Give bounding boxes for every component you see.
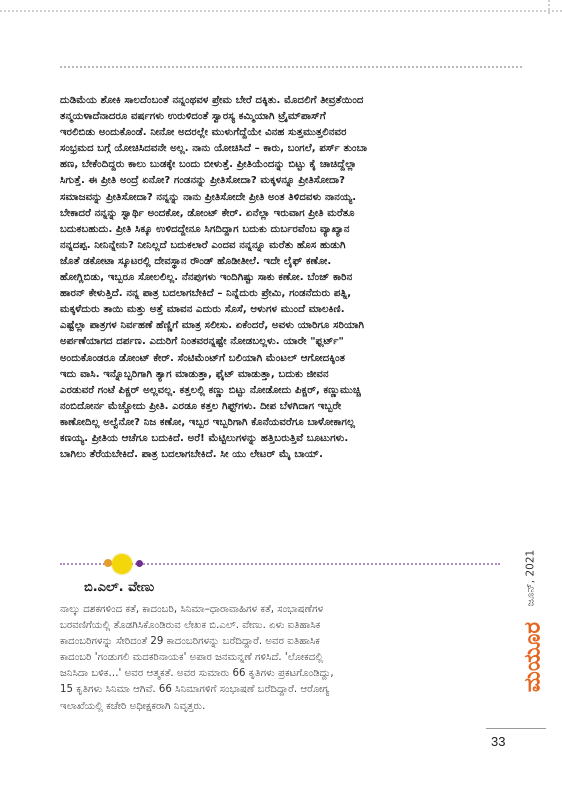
top-corner-dots: [548, 0, 552, 14]
body-line: ಎಷ್ಟೆಲ್ಲಾ ಪಾತ್ರಗಳ ನಿರ್ವಹಣೆ ಹೆಣ್ಣಿಗೆ ಮಾತ್ರ ಸಲೀಸು. ಏಕೆಂದರೆ, ಅವಳು ಯಾರಿಗೂ ಸರಿಯಾಗಿ: [60, 320, 365, 332]
body-line: ಬೇಕಾದರೆ ನನ್ನನ್ನು ಸ್ವಾರ್ಥಿ ಅಂದಕೋ, ಡೋಂಟ್ ಕೇರ್. ಏನೆಲ್ಲಾ ಇರುವಾಗ ಪ್ರೀತಿ ಮರೆತೂ: [60, 207, 355, 219]
orange-dot-ornament: [104, 559, 112, 567]
body-line: ಇರಲಿಬಿಡು ಅಂದುಕೊಂಡೆ. ನೀನೋ ಅದರಲ್ಲೇ ಮುಳುಗೆದ್ದೆಯೇ ವಿನಹ ಸುತ್ತಮುತ್ತಲಿನವರ: [60, 127, 347, 139]
bio-line: ಜನಿಸಿದಾ ಬಳಿಕ…' ಅವರ ಆತ್ಮಕತೆ. ಅವರ ಸುಮಾರು 66 ಕೃತಿಗಳು ಪ್ರಕಟಗೊಂಡಿದ್ದು,: [60, 668, 334, 680]
body-line: ಬದುಕಬಹುದು. ಪ್ರೀತಿ ಸಿಕ್ಕೂ ಉಳಿದದ್ದೇನೂ ಸಿಗದಿದ್ದಾಗ ಬದುಕು ದುರ್ಬರವೆಂಬ ವ್ಯಾಖ್ಯಾನ: [60, 223, 350, 235]
issue-date-text: ಜೂನ್, 2021: [524, 549, 537, 607]
top-dotted-rule: [0, 10, 562, 12]
body-line: ಎರಡುವರೆ ಗಂಟೆ ಪಿಕ್ಚರ್ ಅಲ್ಲವಲ್ಲ. ಕತ್ತಲಲ್ಲಿ ಕಣ್ಣು ಬಿಟ್ಟು ನೋಡೋದು ಪಿಕ್ಚರ್, ಕಣ್ಣುಮುಚ್ಚಿ: [60, 384, 361, 396]
magazine-name: ಮಯೂರ: [520, 621, 546, 693]
page-number-rule: [486, 728, 546, 729]
bio-line: ಇಲಾಖೆಯಲ್ಲಿ ಕಚೇರಿ ಅಧೀಕ್ಷಕರಾಗಿ ನಿವೃತ್ತರು.: [60, 700, 206, 712]
body-line: ಹಾರನ್ ಕೇಳುತ್ತಿದೆ. ನನ್ನ ಪಾತ್ರ ಬದಲಾಗಬೇಕಿದೆ – ನಿನ್ನೆದುರು ಪ್ರೇಮಿ, ಗಂಡನೆದುರು ಪತ್ನಿ,: [60, 288, 352, 300]
body-line: ಅರ್ಪಣೆಯಾಗದ ದರ್ಪಣ. ಎದುರಿಗೆ ನಿಂತವರನ್ನಷ್ಟೇ ನೋಡಬಲ್ಲಳು. ಯಾರೇ "ಫ್ಲರ್ಟ್": [60, 336, 344, 348]
bio-line: ನಾಲ್ಕು ದಶಕಗಳಿಂದ ಕತೆ, ಕಾದಂಬರಿ, ಸಿನಿಮಾ–ಧಾರಾವಾಹಿಗಳ ಕತೆ, ಸಂಭಾಷಣೆಗಳ: [60, 604, 324, 615]
bio-line: ಕಾದಂಬರಿ 'ಗಂಡುಗಲಿ ಮದಕರಿನಾಯಕ' ಅಪಾರ ಜನಮನ್ನಣೆ ಗಳಿಸಿದೆ. 'ಲೋಕದಲ್ಲಿ: [60, 652, 324, 664]
body-line: ಸಂಭ್ರಮದ ಬಗ್ಗೆ ಯೋಚಿಸಿದವನೇ ಅಲ್ಲ. ನಾನು ಯೋಚಿಸಿದೆ – ಕಾರು, ಬಂಗಲೆ, ಪರ್ಸ್ ತುಂಬಾ: [60, 143, 368, 155]
bio-line: ಕಾದಂಬರಿಗಳನ್ನು ಸೇರಿದಂತೆ 29 ಕಾದಂಬರಿಗಳನ್ನು ಬರೆದಿದ್ದಾರೆ. ಅವರ ಐತಿಹಾಸಿಕ: [60, 636, 320, 648]
bio-line: ಬರವಣಿಗೆಯಲ್ಲಿ ತೊಡಗಿಸಿಕೊಂಡಿರುವ ಲೇಖಕ ಬಿ.ಎಲ್. ವೇಣು. ಏಳು ಐತಿಹಾಸಿಕ: [60, 620, 321, 632]
bio-line: 15 ಕೃತಿಗಳು ಸಿನಿಮಾ ಆಗಿವೆ. 66 ಸಿನಿಮಾಗಳಿಗೆ ಸಂಭಾಷಣೆ ಬರೆದಿದ್ದಾರೆ. ಆರೋಗ್ಯ: [60, 684, 330, 696]
author-bio: [60, 602, 500, 715]
page-number: 33: [491, 734, 506, 749]
body-line: ಮಕ್ಕಳೆದುರು ತಾಯಿ ಮತ್ತು ಅತ್ತೆ ಮಾವನ ಎದುರು ಸೊಸೆ, ಆಳುಗಳ ಮುಂದೆ ಮಾಲಕಿಣಿ.: [60, 304, 345, 316]
body-line: ಹೋಗ್ಲಿಬಿಡು, ಇಬ್ಬರೂ ಸೋಲಲಿಲ್ಲ. ನೆನಪುಗಳು ಇಂದಿಗಿಷ್ಟು ಸಾಕು ಕಣೋ. ಬೆಂಜ್ ಕಾರಿನ: [60, 272, 353, 284]
body-line: ಸಿಗುತ್ತೆ. ಈ ಪ್ರೀತಿ ಅಂದ್ರೆ ಏನೋ? ಗಂಡನನ್ನು ಪ್ರೀತಿಸೋದಾ? ಮಕ್ಕಳನ್ನೂ ಪ್ರೀತಿಸೋದಾ?: [60, 175, 346, 187]
section-dotted-rule: [60, 66, 522, 68]
body-line: ನಂಬಿದೋರ್ನ ಮೆಚ್ಚೋದು ಪ್ರೀತಿ. ಎರಡೂ ಕತ್ತಲ ಗಿಫ್ಟ್‌ಗಳು. ದೀಪ ಬೆಳಗಿದಾಗ ಇಬ್ಬರೇ: [60, 400, 342, 412]
body-line: ತನ್ಮಯಳಾದೆನಾದರೂ ವರ್ಷಗಳು ಉರುಳಿದಂತೆ ಸ್ವಾರಸ್ಯ ಕಮ್ಮಿಯಾಗಿ ಟ್ರೈಮ್‌ಪಾಸ್‌ಗೆ: [60, 111, 326, 123]
issue-date: [520, 540, 542, 616]
author-name: ಬಿ.ಎಲ್. ವೇಣು: [84, 580, 155, 595]
body-line: ಅಂದುಕೊಂಡರೂ ಡೋಂಟ್ ಕೇರ್. ಸೆಂಟಿಮೆಂಟ್‌ಗೆ ಬಲಿಯಾಗಿ ಮೆಂಟಲ್ ಆಗೋದಕ್ಕಿಂತ: [60, 352, 346, 364]
body-line: ನನ್ನದಪ್ಪ. ನೀನಿನ್ನೇನು? ನೀನಿಲ್ಲದೆ ಬದುಕಲಾರೆ ಎಂದವ ನನ್ನನ್ನೂ ಮರೆತು ಹೊಸ ಹುಡುಗಿ: [60, 239, 346, 251]
body-line: ಬಾಗಿಲು ತೆರೆಯಬೇಕಿದೆ. ಪಾತ್ರ ಬದಲಾಗಬೇಕಿದೆ. ಸೀ ಯು ಲೇಟರ್ ಮೈ ಬಾಯ್.: [60, 449, 324, 461]
body-line: ಜೊತೆ ಡಕೋಟಾ ಸ್ಕೂಟರಲ್ಲಿ ದೇವಸ್ಥಾನ ರೌಂಡ್ ಹೊಡೀತೀಲೆ. ಇದೇ ಲೈಫ್ ಕಣೋ.: [60, 255, 332, 267]
body-line: ಸಮಾಜವನ್ನು ಪ್ರೀತಿಸೋದಾ? ನನ್ನನ್ನು ನಾನು ಪ್ರೀತಿಸೋದೇ ಪ್ರೀತಿ ಅಂತ ತಿಳಿದವಳು ನಾನಯ್ಯ.: [60, 191, 357, 203]
body-line: ಹಣ, ಬೇಕೆಂದಿದ್ದರು ಕಾಲು ಬುಡಕ್ಕೇ ಬಂದು ಬೀಳುತ್ತೆ. ಪ್ರೀತಿಯೆಂದನ್ನು ಬಿಟ್ಟು ಕೈ ಚಾಚಿದ್ದೆಲ್ಲಾ: [60, 159, 357, 171]
article-body: [60, 93, 500, 463]
purple-dot-ornament: [136, 560, 143, 567]
body-line: ಕಣಯ್ಯ. ಪ್ರೀತಿಯ ಆಚೆಗೂ ಬದುಕಿದೆ. ಅರೆ! ಮೆಟ್ಟಿಲುಗಳನ್ನು ಹತ್ತಿಬರುತ್ತಿವೆ ಬೂಟುಗಳು.: [60, 432, 349, 444]
yellow-ball-ornament: [112, 554, 132, 574]
magazine-masthead: [520, 622, 546, 692]
body-line: ಕಾಣೋದಿಲ್ಲ ಅಲ್ವೆನೋ? ನಿಜ ಕಣೋ, ಇಬ್ಬರ ಇಬ್ಬರಿಗಾಗಿ ಕೊನೆಯವರೆಗೂ ಬಾಳೋಕಾಗಲ್ಲ: [60, 416, 355, 428]
body-line: ಇದು ವಾಸಿ. ಇನ್ನೊಬ್ಬರಿಗಾಗಿ ತ್ಯಾಗ ಮಾಡುತ್ತಾ, ಫೈಟ್ ಮಾಡುತ್ತಾ, ಬದುಕು ಜೀವನ: [60, 368, 329, 380]
body-line: ದುಡಿಮೆಯ ಶೋಕಿ ಸಾಲದೆಂಬಂತೆ ನನ್ನಂಥವಳ ಪ್ರೇಮ ಬೇರೆ ದಕ್ಕಿತು. ಮೊದಲಿಗೆ ತೀವ್ರತೆಯಿಂದ: [60, 95, 364, 106]
separator-ornament: [60, 556, 500, 572]
